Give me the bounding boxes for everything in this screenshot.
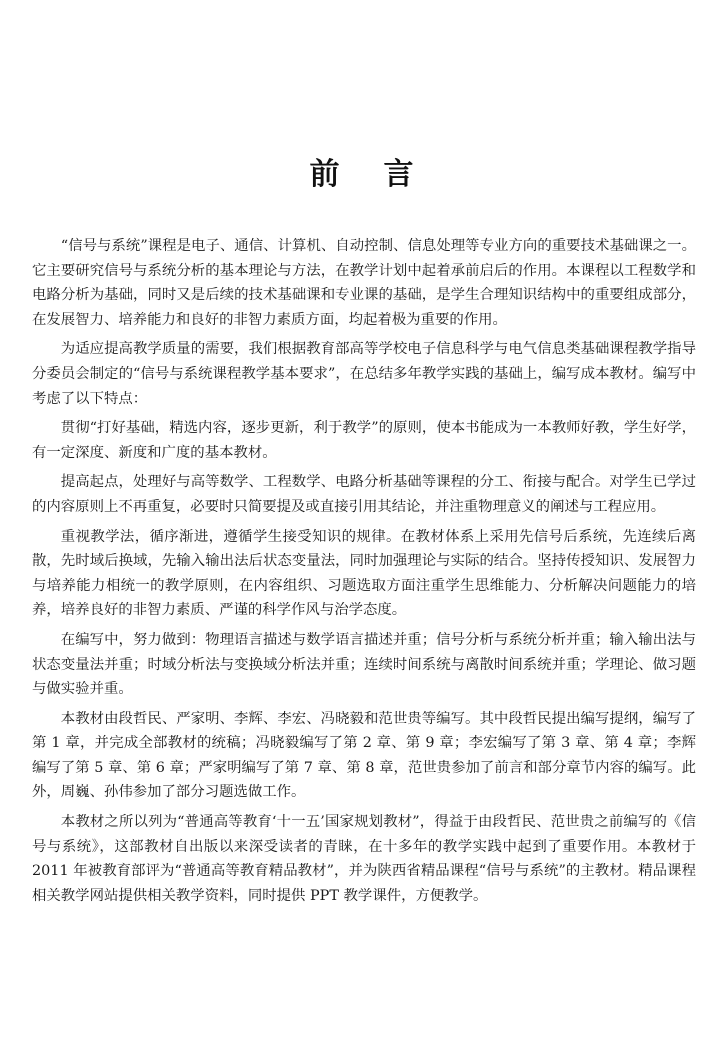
- preface-body: [32, 234, 696, 908]
- paragraph-course-intro: “信号与系统”课程是电子、通信、计算机、自动控制、信息处理等专业方向的重要技术基础课之一。它主要研究信号与系统分析的基本理论与方法，在教学计划中起着承前启后的作用。本课程以工程数学和电路分析为基础，同时又是后续的技术基础课和专业课的基础，是学生合理知识结构中的重要组成部分，在发展智力、培养能力和良好的非智力素质方面，均起着极为重要的作用。: [32, 238, 696, 328]
- paragraph-balance: 在编写中，努力做到：物理语言描述与数学语言描述并重；信号分析与系统分析并重；输入输出法与状态变量法并重；时域分析法与变换域分析法并重；连续时间系统与离散时间系统并重；学理论、做习题与做实验并重。: [32, 631, 696, 698]
- paragraph-recognition: 本教材之所以列为“普通高等教育‘十一五’国家规划教材”，得益于由段哲民、范世贵之前编写的《信号与系统》，这部教材自出版以来深受读者的青睐，在十多年的教学实践中起到了重要作用。本教材于 2011 年被教育部评为“普通高等教育精品教材”，并为陕西省精品课程“信号与系统”的主教材。精品课程相关教学网站提供相关教学资料，同时提供 PPT 教学课件，方便教学。: [32, 814, 696, 904]
- paragraph-pedagogy: 重视教学法，循序渐进，遵循学生接受知识的规律。在教材体系上采用先信号后系统，先连续后离散，先时域后换域，先输入输出法后状态变量法，同时加强理论与实际的结合。坚持传授知识、发展智力与培养能力相统一的教学原则，在内容组织、习题选取方面注重学生思维能力、分析解决问题能力的培养，培养良好的非智力素质、严谨的科学作风与治学态度。: [32, 528, 696, 619]
- paragraph-principle: 贯彻“打好基础，精选内容，逐步更新，利于教学”的原则，使本书能成为一本教师好教，学生好学，有一定深度、新度和广度的基本教材。: [32, 420, 696, 461]
- paragraph-purpose: 为适应提高教学质量的需要，我们根据教育部高等学校电子信息科学与电气信息类基础课程教学指导分委员会制定的“信号与系统课程教学基本要求”，在总结多年教学实践的基础上，编写成本教材。编写中考虑了以下特点：: [32, 341, 696, 407]
- page-title: 前言: [309, 157, 458, 192]
- paragraph-starting-point: 提高起点，处理好与高等数学、工程数学、电路分析基础等课程的分工、衔接与配合。对学生已学过的内容原则上不再重复，必要时只简要提及或直接引用其结论，并注重物理意义的阐述与工程应用。: [32, 474, 696, 515]
- paragraph-authors: 本教材由段哲民、严家明、李辉、李宏、冯晓毅和范世贵等编写。其中段哲民提出编写提纲，编写了第 1 章，并完成全部教材的统稿；冯晓毅编写了第 2 章、第 9 章；李宏编写了第 3 章、第 4 章；李辉编写了第 5 章、第 6 章；严家明编写了第 7 章、第 8 章，范世贵参加了前言和部分章节内容的编写。此外，周巍、孙伟参加了部分习题选做工作。: [32, 710, 696, 801]
